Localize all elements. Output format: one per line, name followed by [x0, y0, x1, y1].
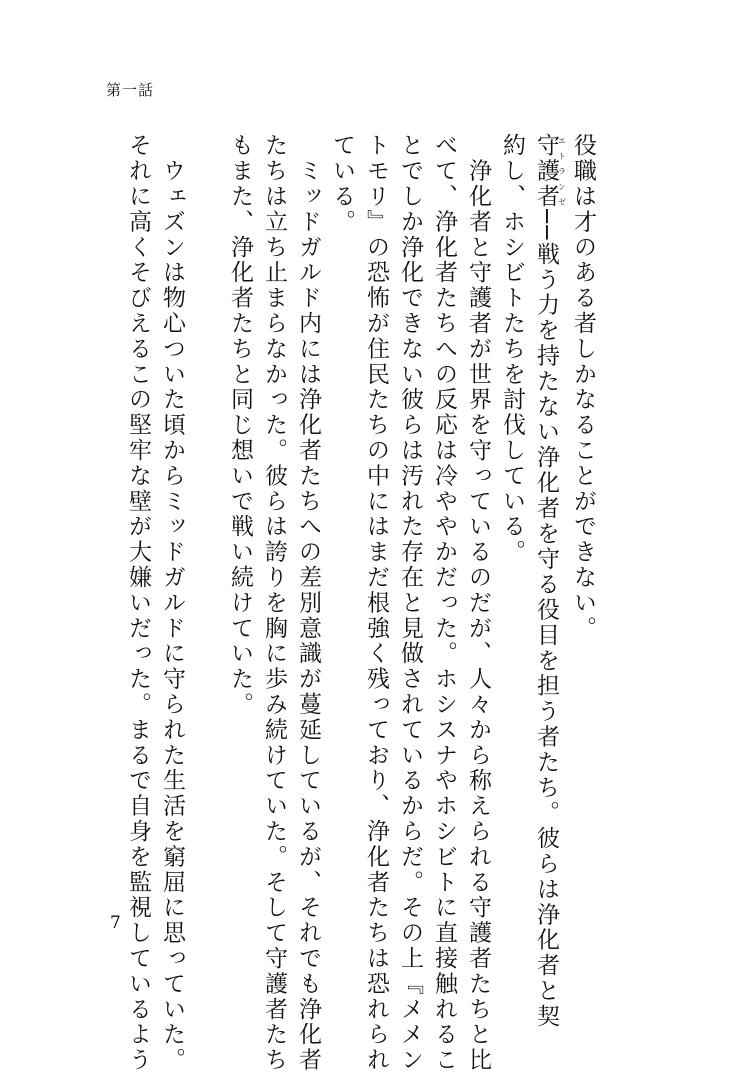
text-line: それに高くそびえるこの堅牢な壁が大嫌いだった。まるで自身を監視しているよう [125, 133, 151, 1073]
text-line-rest: ──戦う力を持たない浄化者を守る役目を担う者たち。彼らは浄化者と契 [533, 209, 559, 1030]
ruby-reading: エトランゼ [557, 133, 567, 210]
ruby-term [533, 133, 567, 210]
text-line: トモリ』の恐怖が住民たちの中にはまだ根強く残っており、浄化者たちは恐れられ [363, 133, 389, 1073]
chapter-title: 第一話 [106, 81, 155, 99]
text-line: ている。 [329, 133, 355, 235]
text-line: べて、浄化者たちへの反応は冷ややかだった。ホシスナやホシビトに直接触れるこ [431, 133, 457, 1073]
text-line: もまた、浄化者たちと同じ想いで戦い続けていた。 [227, 133, 253, 718]
ruby-base: 守護者 [533, 133, 559, 210]
text-line: 約し、ホシビトたちを討伐している。 [499, 133, 525, 565]
text-line: ミッドガルド内には浄化者たちへの差別意識が蔓延しているが、それでも浄化者 [295, 133, 321, 1073]
text-line: 浄化者と守護者が世界を守っているのだが、人々から称えられる守護者たちと比 [465, 133, 491, 1073]
text-line: ウェズンは物心ついた頃からミッドガルドに守られた生活を窮屈に思っていた。 [159, 133, 185, 1073]
paragraph-gap [189, 133, 223, 893]
text-line [529, 133, 567, 1030]
text-line: 役職は才のある者しかなることができない。 [570, 133, 596, 641]
body-text [100, 133, 600, 1073]
page-number: 7 [110, 913, 121, 933]
text-line: たちは立ち止まらなかった。彼らは誇りを胸に歩み続けていた。そして守護者たち [261, 133, 287, 1073]
text-line: とでしか浄化できない彼らは汚れた存在と見做されているからだ。その上『メメン [397, 133, 423, 1073]
